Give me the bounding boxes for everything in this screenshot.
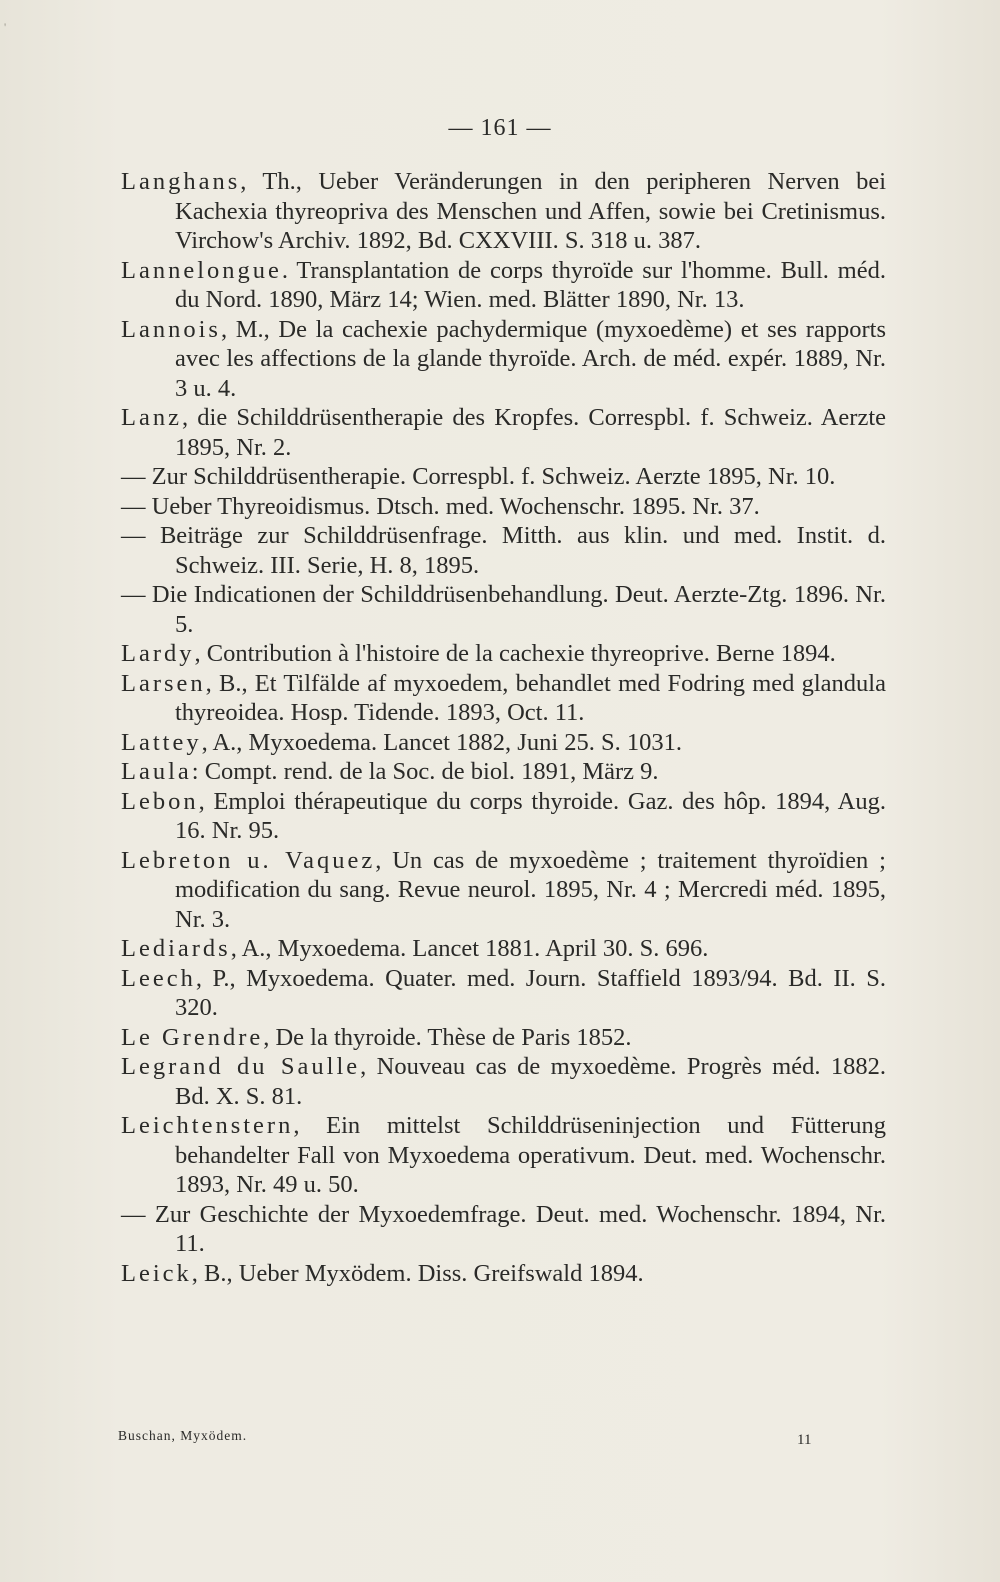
entry-author: Laula (121, 758, 192, 785)
entry-author: Lanz (121, 404, 182, 431)
bibliography-entry (121, 846, 886, 935)
bibliography-entry (121, 580, 886, 639)
entry-text: , Emploi thérapeutique du corps thyroide. Gaz. des hôp. 1894, Aug. 16. Nr. 95. (175, 787, 886, 844)
entry-text: , B., Ueber Myxödem. Diss. Greifswald 1894. (191, 1259, 644, 1287)
entry-text: : Compt. rend. de la Soc. de biol. 1891, März 9. (191, 758, 659, 785)
entry-text: , Un cas de myxoedème ; traitement thyroïdien ; modification du sang. Revue neurol. 1895, Nr. 4 ; Mercredi méd. 1895, Nr. 3. (175, 846, 886, 933)
entry-text: , M., De la cachexie pachydermique (myxoedème) et ses rapports avec les affections de la glande thyroïde. Arch. de méd. expér. 1889, Nr. 3 u. 4. (175, 315, 886, 402)
entry-author: Leech (121, 964, 196, 992)
entry-text: , Th., Ueber Veränderungen in den peripheren Nerven bei Kachexia thyreopriva des Menschen und Affen, sowie bei Cretinismus. Virchow's Archiv. 1892, Bd. CXXVIII. S. 318 u. 387. (175, 168, 886, 254)
entry-text: , P., Myxoedema. Quater. med. Journ. Staffield 1893/94. Bd. II. S. 320. (175, 964, 886, 1021)
entry-text: , Ein mittelst Schilddrüseninjection und Fütterung behandelter Fall von Myxoedema operativum. Deut. med. Wochenschr. 1893, Nr. 49 u. 50. (175, 1112, 886, 1198)
entry-author: Lannois (121, 315, 221, 343)
entry-text: , A., Myxoedema. Lancet 1881. April 30. S. 696. (230, 935, 709, 962)
entry-author: Lebon (121, 787, 199, 815)
bibliography-entry (121, 669, 886, 728)
entry-author: Lebreton u. Vaquez (121, 846, 376, 874)
bibliography-entry (121, 167, 886, 256)
bibliography-entry (121, 1052, 886, 1111)
entry-author: Lannelongue (121, 256, 282, 284)
bibliography-entry (121, 1111, 886, 1200)
bibliography-entry (121, 787, 886, 846)
entry-author: Lattey (121, 728, 202, 756)
entry-text: — Beiträge zur Schilddrüsenfrage. Mitth. aus klin. und med. Instit. d. Schweiz. III. Serie, H. 8, 1895. (121, 522, 886, 579)
bibliography-entry (121, 315, 886, 404)
corner-mark: ' (4, 20, 7, 34)
page-number: — 161 — (448, 115, 552, 141)
entry-author: Lardy (121, 640, 195, 667)
bibliography-entry (121, 639, 886, 669)
bibliography-entry (121, 256, 886, 315)
bibliography-entry (121, 1023, 886, 1053)
entry-text: , Nouveau cas de myxoedème. Progrès méd. 1882. Bd. X. S. 81. (175, 1053, 886, 1110)
bibliography-entry (121, 492, 886, 522)
entry-author: Le Grendre (121, 1023, 264, 1051)
entry-author: Lediards (121, 935, 231, 962)
bibliography-entry (121, 403, 886, 462)
entry-author: Leichtenstern (121, 1112, 294, 1139)
entry-text: , A., Myxoedema. Lancet 1882, Juni 25. S. 1031. (201, 728, 682, 756)
entry-text: , die Schilddrüsentherapie des Kropfes. Correspbl. f. Schweiz. Aerzte 1895, Nr. 2. (175, 404, 886, 461)
bibliography-entry (121, 1200, 886, 1259)
bibliography-entry (121, 728, 886, 758)
entry-author: Larsen (121, 669, 206, 697)
bibliography-entry (121, 521, 886, 580)
bibliography-entry (121, 462, 886, 492)
entry-author: Langhans (121, 168, 241, 195)
entry-text: . Transplantation de corps thyroïde sur l'homme. Bull. méd. du Nord. 1890, März 14; Wien. med. Blätter 1890, Nr. 13. (175, 256, 886, 313)
sheet-number: 11 (797, 1432, 812, 1448)
entry-text: , Contribution à l'histoire de la cachexie thyreoprive. Berne 1894. (194, 640, 836, 667)
footer-signature: Buschan, Myxödem. (118, 1428, 248, 1443)
entry-text: , B., Et Tilfälde af myxoedem, behandlet med Fodring med glandula thyreoidea. Hosp. Tidende. 1893, Oct. 11. (175, 669, 886, 726)
bibliography-entry (121, 757, 886, 787)
bibliography-entry (121, 964, 886, 1023)
entry-text: — Zur Schilddrüsentherapie. Correspbl. f. Schweiz. Aerzte 1895, Nr. 10. (121, 463, 836, 490)
entry-author: Legrand du Saulle (121, 1053, 361, 1080)
bibliography-entry (121, 934, 886, 964)
entry-text: — Die Indicationen der Schilddrüsenbehandlung. Deut. Aerzte-Ztg. 1896. Nr. 5. (121, 581, 886, 638)
bibliography-list (121, 167, 886, 1288)
entry-author: Leick (121, 1259, 192, 1287)
entry-text: — Ueber Thyreoidismus. Dtsch. med. Wochenschr. 1895. Nr. 37. (121, 492, 760, 520)
bibliography-entry (121, 1259, 886, 1289)
entry-text: , De la thyroide. Thèse de Paris 1852. (263, 1023, 632, 1051)
entry-text: — Zur Geschichte der Myxoedemfrage. Deut. med. Wochenschr. 1894, Nr. 11. (121, 1200, 886, 1257)
